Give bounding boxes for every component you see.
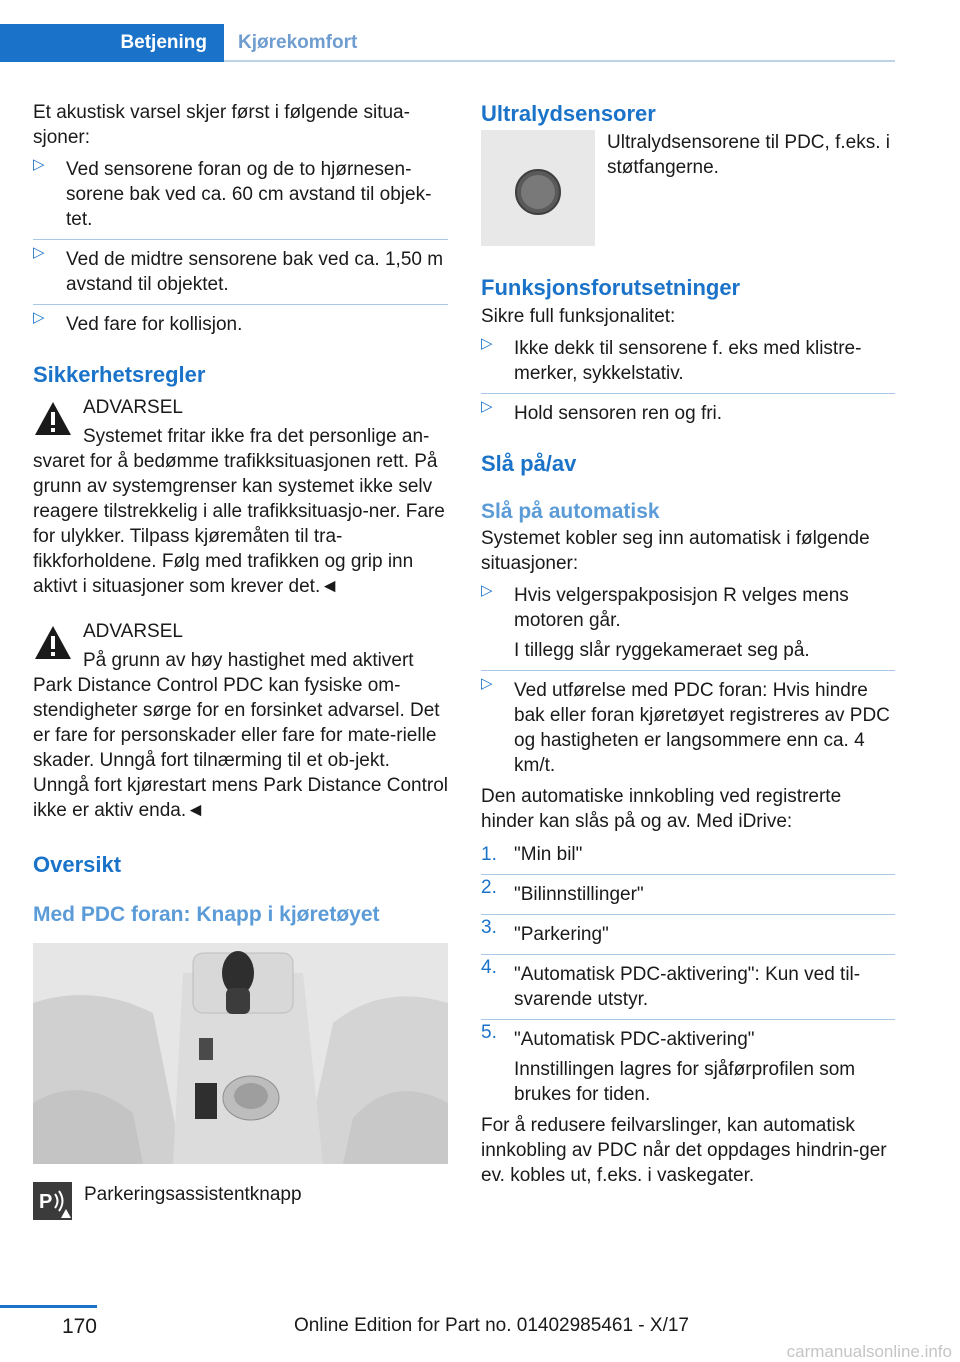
- heading-sla-pa-av: Slå på/av: [481, 451, 577, 476]
- auto-intro: Systemet kobler seg inn automatisk i følgende situasjoner:: [481, 528, 870, 574]
- warning-label: ADVARSEL: [83, 621, 183, 642]
- list-item: ▷ Ved utførelse med PDC foran: Hvis hindre bak eller foran kjøretøyet registreres av PDC og hastigheten er langsommere enn ca. 4 km/t.: [481, 671, 895, 778]
- closing-text: For å redusere feilvarslinger, kan automatisk innkobling av PDC når det oppdages hindrin-ger ev. kobles ut, f.eks. i vaskegater.: [481, 1115, 887, 1186]
- tab-betjening[interactable]: Betjening: [0, 24, 224, 62]
- ultrasonic-sensor-illustration: [481, 130, 595, 246]
- list-item: 3. "Parkering": [481, 915, 895, 955]
- tab-kjorekomfort[interactable]: Kjørekomfort: [238, 32, 358, 53]
- warning-block-2: [33, 619, 448, 823]
- list-item: 1. "Min bil": [481, 842, 895, 875]
- list-item: ▷ Hold sensoren ren og fri.: [481, 394, 895, 426]
- triangle-bullet-icon: ▷: [33, 309, 45, 326]
- svg-text:P: P: [39, 1191, 53, 1213]
- heading-sikkerhetsregler: Sikkerhetsregler: [33, 362, 206, 387]
- center-console-illustration: [33, 943, 448, 1164]
- right-column: [481, 100, 895, 1188]
- list-item: ▷ Ved de midtre sensorene bak ved ca. 1,50 m avstand til objektet.: [33, 240, 448, 305]
- func-bullets: [481, 331, 895, 426]
- triangle-bullet-icon: ▷: [481, 398, 493, 415]
- warning-label: ADVARSEL: [83, 397, 183, 418]
- list-item: ▷ Hvis velgerspakposisjon R velges mens motoren går. I tillegg slår ryggekameraet seg på.: [481, 578, 895, 671]
- intro-text: Et akustisk varsel skjer først i følgende situa-sjoner:: [33, 102, 410, 148]
- warning-triangle-icon: [33, 399, 73, 439]
- watermark: carmanualsonline.info: [786, 1342, 952, 1361]
- sensor-photo: [481, 130, 595, 246]
- warning-text: Systemet fritar ikke fra det personlige an-svaret for å bedømme trafikksituasjonen rett. På grunn av systemgrenser kan systemet ikke selv reagere tilstrekkelig i alle trafikksituasjo-ner. Fare for ulykker. Tilpass kjøremåten til tra-fikkforholdene. Følg med trafikken og grip inn aktivt i situasjoner som krever det.◄: [33, 426, 445, 597]
- heading-sla-pa-automatisk: Slå på automatisk: [481, 500, 660, 523]
- edition-text: Online Edition for Part no. 01402985461 - X/17: [293, 1315, 689, 1336]
- idrive-steps: [481, 842, 895, 1107]
- pdc-button-caption-row: [33, 1182, 448, 1220]
- heading-pdc-knapp: Med PDC foran: Knapp i kjøretøyet: [33, 903, 380, 926]
- intro-bullets: [33, 152, 448, 337]
- list-item: 5. "Automatisk PDC-aktivering" Innstillingen lagres for sjåførprofilen som brukes for tiden.: [481, 1022, 856, 1105]
- triangle-bullet-icon: ▷: [33, 244, 45, 261]
- heading-oversikt: Oversikt: [33, 852, 122, 877]
- warning-triangle-icon: [33, 623, 73, 663]
- pdc-button-caption: Parkeringsassistentknapp: [84, 1184, 302, 1205]
- triangle-bullet-icon: ▷: [481, 335, 493, 352]
- triangle-bullet-icon: ▷: [33, 156, 45, 173]
- list-item: ▷ Ved fare for kollisjon.: [33, 305, 448, 337]
- list-item: ▷ Ikke dekk til sensorene f. eks med klistre-merker, sykkelstativ.: [481, 331, 895, 394]
- list-item: 4. "Automatisk PDC-aktivering": Kun ved til-svarende utstyr.: [481, 955, 895, 1020]
- park-assist-icon: [33, 1182, 72, 1220]
- footer-rule: [0, 1305, 97, 1308]
- heading-ultralydsensorer: Ultralydsensorer: [481, 101, 656, 126]
- list-item: ▷ Ved sensorene foran og de to hjørnesen-sorene bak ved ca. 60 cm avstand til objek-tet.: [33, 152, 448, 240]
- list-item: 2. "Bilinnstillinger": [481, 875, 895, 915]
- center-console-photo: [33, 943, 448, 1164]
- func-intro: Sikre full funksjonalitet:: [481, 306, 676, 327]
- warning-text: På grunn av høy hastighet med aktivert Park Distance Control PDC kan fysiske om-stendigheter sørge for en forsinket advarsel. Det er fare for personskader eller fare for mate-rielle skader. Unngå fort tilnærming til et ob-jekt. Unngå fort kjørestart mens Park Distance Control ikke er aktiv enda.◄: [33, 650, 448, 821]
- left-column: [33, 100, 448, 1220]
- sensor-row: [481, 130, 895, 246]
- triangle-bullet-icon: ▷: [481, 675, 493, 692]
- heading-funksjonsforutsetninger: Funksjonsforutsetninger: [481, 275, 741, 300]
- idrive-intro: Den automatiske innkobling ved registrerte hinder kan slås på og av. Med iDrive:: [481, 786, 842, 832]
- page-number: 170: [61, 1315, 97, 1338]
- auto-bullets: [481, 578, 895, 778]
- warning-block-1: [33, 395, 448, 599]
- sensor-text: Ultralydsensorene til PDC, f.eks. i støtfangerne.: [607, 132, 890, 178]
- triangle-bullet-icon: ▷: [481, 582, 493, 599]
